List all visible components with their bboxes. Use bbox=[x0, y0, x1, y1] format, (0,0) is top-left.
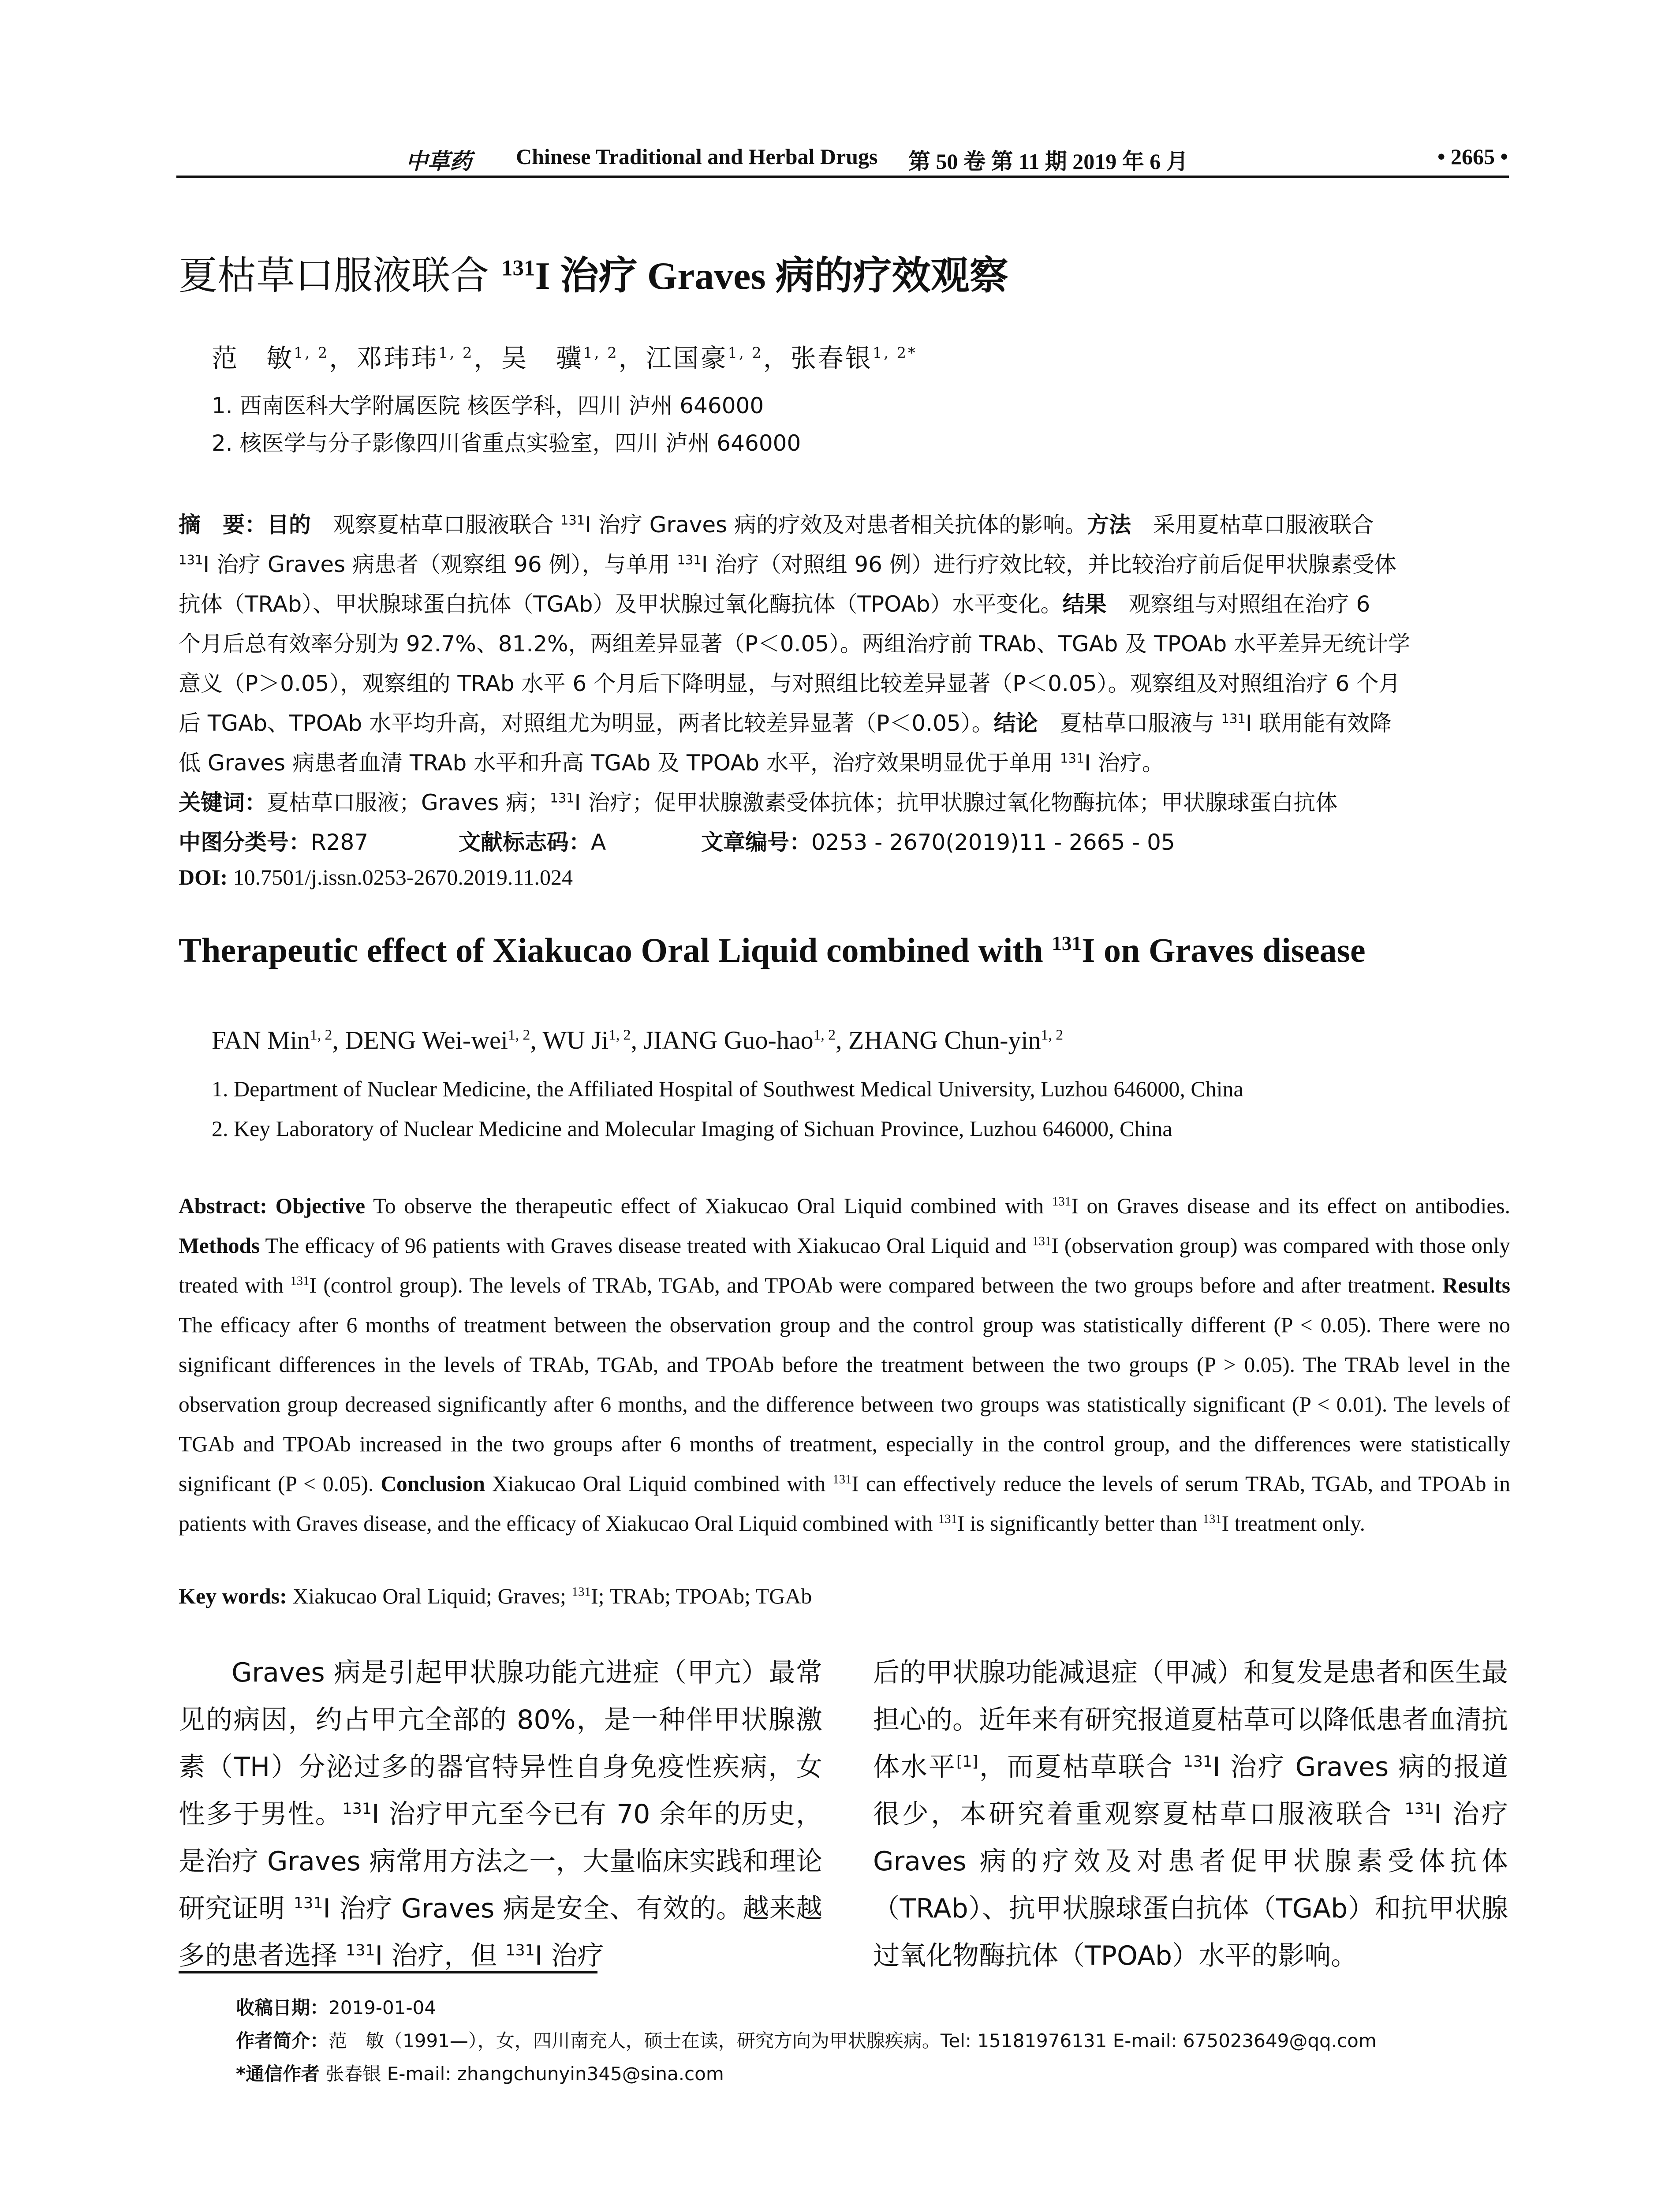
author-name: FAN Min bbox=[212, 1026, 310, 1054]
journal-name: Chinese Traditional and Herbal Drugs bbox=[516, 144, 878, 169]
author-name: 江国豪 bbox=[646, 343, 728, 373]
footnote-corresponding: *通信作者 张春银 E-mail: zhangchunyin345@sina.com bbox=[236, 2063, 724, 2085]
author-name: 范 敏 bbox=[212, 343, 294, 373]
footnote-received: 收稿日期：2019-01-04 bbox=[236, 1997, 437, 2018]
footnote-author-bio: 作者简介：范 敏（1991—），女，四川南充人，硕士在读，研究方向为甲状腺疾病。Tel: 15181976131 E-mail: 675023649@qq.com bbox=[236, 2030, 1377, 2052]
cn-abstract-line: 低 Graves 病患者血清 TRAb 水平和升高 TGAb 及 TPOAb 水平，治疗效果明显优于单用 $^{131}$I 治疗。 bbox=[179, 750, 1164, 776]
body-column-left: Graves 病是引起甲状腺功能亢进症（甲亢）最常见的病因，约占甲亢全部的 80%，是一种伴甲状腺激素（TH）分泌过多的器官特异性自身免疫性疾病，女性多于男性。$^{131}$I 治疗甲亢至今已有 70 余年的历史，是治疗 Graves 病常用方法之一，大量临床实践和理论研究证明 $^{131}$I 治疗 Graves 病是安全、有效的。越来越多的患者选择 $^{131}$I 治疗，但 $^{131}$I 治疗 bbox=[179, 1657, 823, 1971]
author-name: JIANG Guo-hao bbox=[643, 1026, 814, 1054]
author-name: ZHANG Chun-yin bbox=[848, 1026, 1041, 1054]
cn-article-number: 文章编号：0253 - 2670(2019)11 - 2665 - 05 bbox=[701, 830, 1175, 855]
author-name: 张春银 bbox=[790, 343, 873, 373]
cn-keywords: 关键词：夏枯草口服液；Graves 病；$^{131}$I 治疗；促甲状腺激素受体抗体；抗甲状腺过氧化物酶抗体；甲状腺球蛋白抗体 bbox=[179, 790, 1338, 815]
citation-ref: [1] bbox=[956, 1753, 978, 1771]
running-header bbox=[176, 140, 1508, 172]
header-rule bbox=[176, 176, 1509, 178]
footnote-rule bbox=[179, 1971, 597, 1973]
cn-authors: 范 敏$^{1, 2}$，邓玮玮$^{1, 2}$，吴 骥$^{1, 2}$，江国豪$^{1, 2}$，张春银$^{1, 2*}$ bbox=[212, 343, 917, 373]
author-name: WU Ji bbox=[542, 1026, 609, 1054]
cn-doc-code: 文献标志码：A bbox=[459, 830, 606, 855]
cn-abstract-line: 意义（P＞0.05），观察组的 TRAb 水平 6 个月后下降明显，与对照组比较差异显著（P＜0.05）。观察组及对照组治疗 6 个月 bbox=[179, 671, 1401, 696]
en-title: Therapeutic effect of Xiakucao Oral Liquid combined with $^{131}$I on Graves disease bbox=[179, 931, 1366, 969]
cn-abstract-line: 摘 要：目的 观察夏枯草口服液联合 $^{131}$I 治疗 Graves 病的疗效及对患者相关抗体的影响。方法 采用夏枯草口服液联合 bbox=[179, 512, 1374, 538]
cn-title: 夏枯草口服液联合 $^{131}$I 治疗 Graves 病的疗效观察 bbox=[179, 253, 1008, 298]
cn-abstract-line: 抗体（TRAb）、甲状腺球蛋白抗体（TGAb）及甲状腺过氧化酶抗体（TPOAb）水平变化。结果 观察组与对照组在治疗 6 bbox=[179, 591, 1370, 617]
journal-logo: 中草药 bbox=[406, 148, 472, 174]
en-keywords: Key words: Xiakucao Oral Liquid; Graves; $^{131}$I; TRAb; TPOAb; TGAb bbox=[179, 1584, 812, 1608]
author-name: DENG Wei-wei bbox=[345, 1026, 508, 1054]
en-affiliation: 1. Department of Nuclear Medicine, the Affiliated Hospital of Southwest Medical University, Luzhou 646000, China bbox=[212, 1076, 1243, 1101]
cn-affiliation: 1. 西南医科大学附属医院 核医学科，四川 泸州 646000 bbox=[212, 393, 764, 419]
cn-classification: 中图分类号：R287 bbox=[179, 830, 369, 855]
doi: DOI: 10.7501/j.issn.0253-2670.2019.11.024 bbox=[179, 865, 573, 889]
en-affiliation: 2. Key Laboratory of Nuclear Medicine and Molecular Imaging of Sichuan Province, Luzhou 646000, China bbox=[212, 1116, 1172, 1141]
author-name: 吴 骥 bbox=[501, 343, 583, 373]
cn-abstract-line: 后 TGAb、TPOAb 水平均升高，对照组尤为明显，两者比较差异显著（P＜0.05）。结论 夏枯草口服液与 $^{131}$I 联用能有效降 bbox=[179, 710, 1392, 736]
author-name: 邓玮玮 bbox=[356, 343, 439, 373]
issue-info: 第 50 卷 第 11 期 2019 年 6 月 bbox=[908, 149, 1188, 174]
cn-abstract-line: 个月后总有效率分别为 92.7%、81.2%，两组差异显著（P＜0.05）。两组治疗前 TRAb、TGAb 及 TPOAb 水平差异无统计学 bbox=[179, 631, 1411, 657]
cn-abstract-line: $^{131}$I 治疗 Graves 病患者（观察组 96 例），与单用 $^{131}$I 治疗（对照组 96 例）进行疗效比较，并比较治疗前后促甲状腺素受体 bbox=[179, 552, 1396, 577]
page-number: • 2665 • bbox=[1437, 144, 1508, 169]
en-authors: FAN Min$^{1, 2}$, DENG Wei-wei$^{1, 2}$, WU Ji$^{1, 2}$, JIANG Guo-hao$^{1, 2}$, ZHANG Chun-yin$^{1, 2}$ bbox=[212, 1026, 1064, 1054]
en-abstract: Abstract: Objective To observe the therapeutic effect of Xiakucao Oral Liquid combined with $^{131}$I on Graves disease and its effect on antibodies. Methods The efficacy of 96 patients with Graves disease treated with Xiakucao Oral Liquid and $^{131}$I (observation group) was compared with those only treated with $^{131}$I (control group). The levels of TRAb, TGAb, and TPOAb were compared between the two groups before and after treatment. Results The efficacy after 6 months of treatment between the observation group and the control group was statistically different (P < 0.05). There were no significant differences in the levels of TRAb, TGAb, and TPOAb before the treatment between the two groups (P > 0.05). The TRAb level in the observation group decreased significantly after 6 months, and the difference between two groups was statistically significant (P < 0.01). The levels of TGAb and TPOAb increased in the two groups after 6 months of treatment, especially in the control group, and the differences were statistically significant (P < 0.05). Conclusion Xiakucao Oral Liquid combined with $^{131}$I can effectively reduce the levels of serum TRAb, TGAb, and TPOAb in patients with Graves disease, and the efficacy of Xiakucao Oral Liquid combined with $^{131}$I is significantly better than $^{131}$I treatment only. bbox=[179, 1194, 1510, 1536]
cn-affiliation: 2. 核医学与分子影像四川省重点实验室，四川 泸州 646000 bbox=[212, 430, 801, 456]
body-column-right: 后的甲状腺功能减退症（甲减）和复发是患者和医生最担心的。近年来有研究报道夏枯草可以降低患者血清抗体水平[1]，而夏枯草联合 $^{131}$I 治疗 Graves 病的报道很少，本研究着重观察夏枯草口服液联合 $^{131}$I 治疗 Graves 病的疗效及对患者促甲状腺素受体抗体（TRAb）、抗甲状腺球蛋白抗体（TGAb）和抗甲状腺过氧化物酶抗体（TPOAb）水平的影响。 bbox=[873, 1657, 1508, 1971]
